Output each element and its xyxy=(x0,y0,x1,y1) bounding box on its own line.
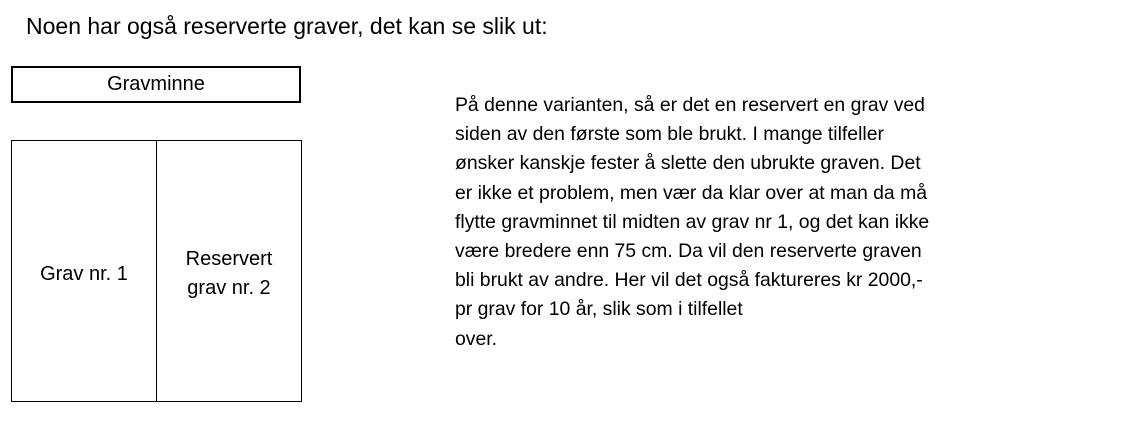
grave-plot-1 xyxy=(12,141,157,401)
grave-plot-2-label: Reservert grav nr. 2 xyxy=(185,248,273,299)
description-line: pr grav for 10 år, slik som i tilfellet xyxy=(455,298,743,321)
description-line: bli brukt av andre. Her vil det også faktureres kr 2000,- xyxy=(455,269,923,292)
description-line: flytte gravminnet til midten av grav nr 1, og det kan ikke xyxy=(455,210,930,233)
description-line: er ikke et problem, men vær da klar over at man da må xyxy=(455,181,928,204)
grave-plot-2-reserved xyxy=(157,141,301,401)
gravestone-label: Gravminne xyxy=(107,73,205,95)
gravestone-box xyxy=(11,66,301,103)
description-line: ønsker kanskje fester å slette den ubrukte graven. Det xyxy=(455,152,921,175)
description-line: På denne varianten, så er det en reservert en grav ved xyxy=(455,94,925,116)
page-heading: Noen har også reserverte graver, det kan se slik ut: xyxy=(26,13,548,39)
description-line: være bredere enn 75 cm. Da vil den reserverte graven xyxy=(455,240,922,263)
description-line: siden av den første som ble brukt. I mange tilfeller xyxy=(455,123,884,146)
description-line: over. xyxy=(455,327,498,350)
grave-plot-1-label: Grav nr. 1 xyxy=(40,262,128,285)
description-text xyxy=(455,91,1125,354)
grave-plots-diagram xyxy=(11,140,302,402)
